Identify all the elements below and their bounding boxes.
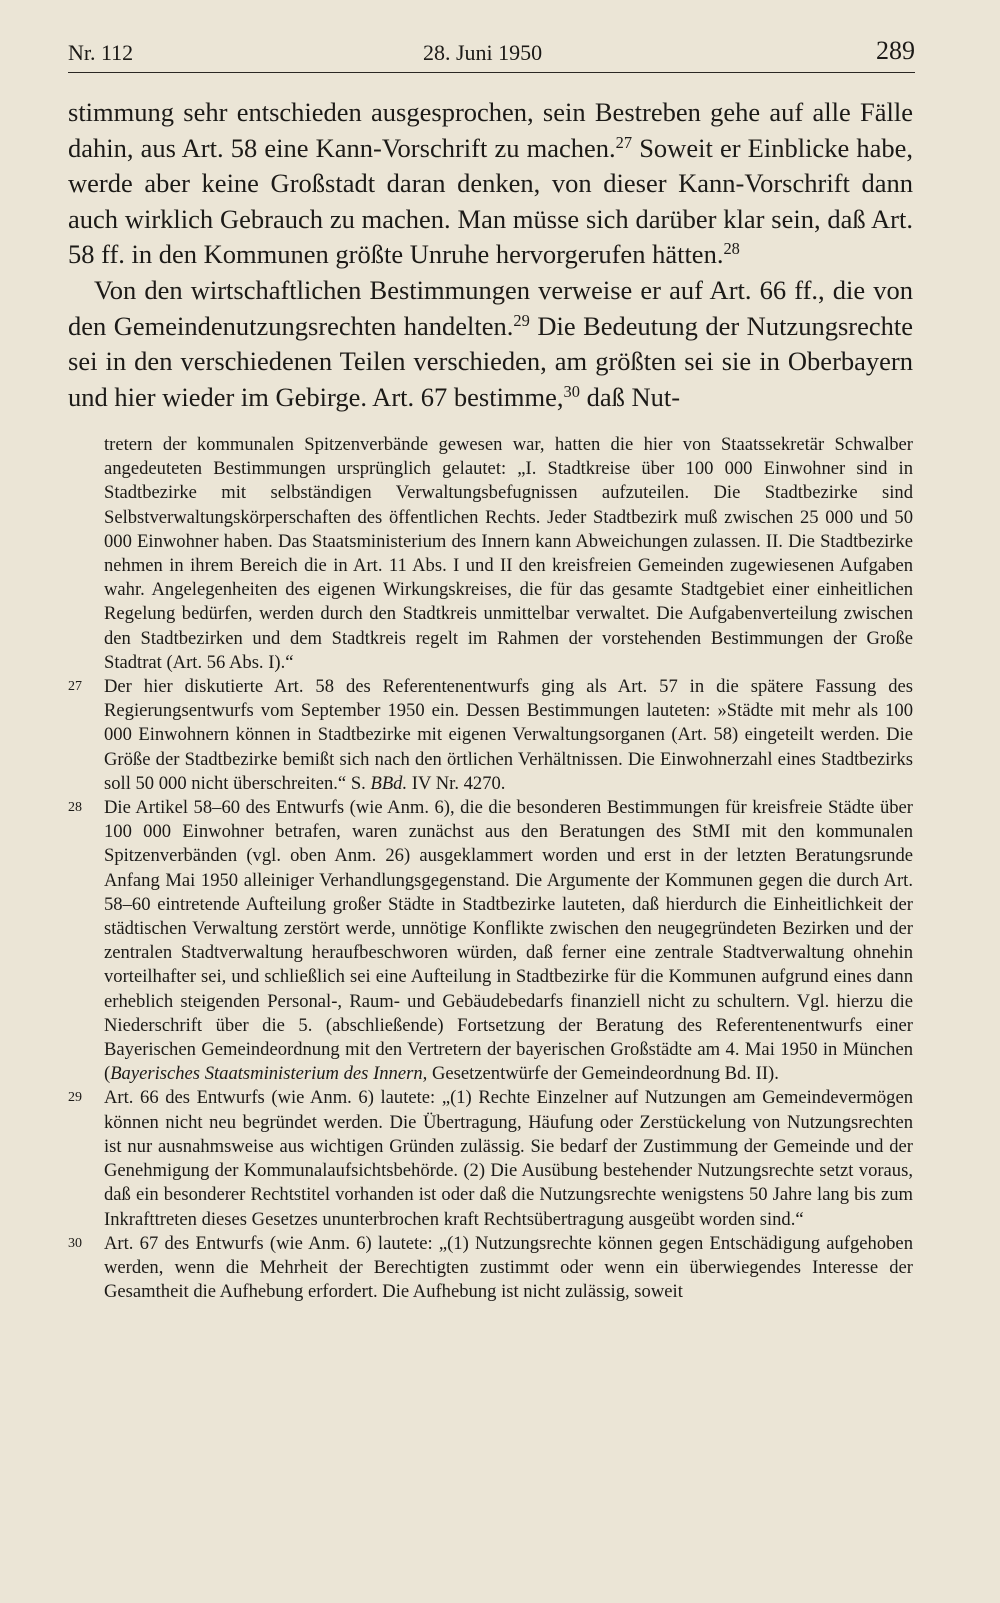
footnote-ref-29: 29 <box>513 310 530 330</box>
footnote-30 <box>68 1232 913 1305</box>
footnote-28 <box>68 796 913 1086</box>
footnote-text: tretern der kommunalen Spitzenverbände gewesen war, hatten die hier von Staatssekretär Schwalber angedeuteten Bestimmungen ursprünglich gelautet: „I. Stadtkreise über 100 000 Einwohner sind in Stadtbezirke mit selbständigen Verwaltungsbefugnissen aufzuteilen. Die Stadtbezirke sind Selbstverwaltungskörperschaften des öffentlichen Rechts. Jeder Stadtbezirk muß zwischen 25 000 und 50 000 Einwohner haben. Das Staatsministerium des Innern kann Abweichungen zulassen. II. Die Stadtbezirke nehmen in ihrem Bereich die in Art. 11 Abs. I und II den kreisfreien Gemeinden zugewiesenen Aufgaben wahr. Angelegenheiten des eigenen Wirkungskreises, die für das gesamte Stadtgebiet einer einheitlichen Regelung bedürfen, werden durch den Stadtkreis unmittelbar verwaltet. Die Aufgabenverteilung zwischen den Stadtbezirken und dem Stadtkreis regelt im Rahmen der vorstehenden Bestimmungen der Große Stadtrat (Art. 56 Abs. I).“ <box>104 434 913 673</box>
text-run: Soweit er Einblicke habe, werde aber keine Großstadt daran denken, von dieser Kann-Vorschrift dann auch wirklich Gebrauch zu machen. Man müsse sich darüber klar sein, daß Art. 58 ff. in den Kommunen größte Unruhe hervorgerufen hätten. <box>68 132 913 270</box>
footnote-text: Gesetzentwürfe der Gemeindeordnung Bd. II). <box>427 1063 779 1085</box>
footnote-text: Art. 66 des Entwurfs (wie Anm. 6) lautete: „(1) Rechte Einzelner auf Nutzungen am Gemeindevermögen können nicht neu begründet werden. Die Übertragung, Häufung oder Zerstückelung von Nutzungsrechten ist nur ausnahmsweise aus wichtigen Gründen zulässig. Sie bedarf der Zustimmung der Gemeinde und der Genehmigung der Kommunalaufsichtsbehörde. (2) Die Ausübung bestehender Nutzungsrechte setzt voraus, daß ein besonderer Rechtstitel vorhanden ist oder daß die Nutzungsrechte wenigstens 50 Jahre lang bis zum Inkrafttreten dieses Gesetzes ununterbrochen kraft Rechtsübertragung ausgeübt worden sind.“ <box>104 1087 913 1230</box>
text-run: Von den wirtschaftlichen Bestimmungen verweise er auf Art. 66 ff., die von den Gemeindenutzungsrechten handelten. <box>68 274 913 341</box>
footnote-text: IV Nr. 4270. <box>407 772 506 794</box>
footnote-29 <box>68 1086 913 1231</box>
main-text <box>68 95 913 415</box>
footnote-number: 29 <box>68 1090 82 1106</box>
document-date: 28. Juni 1950 <box>423 40 543 65</box>
footnote-italic: Bayerisches Staatsministerium des Innern, <box>110 1063 428 1085</box>
running-header <box>68 36 915 73</box>
footnote-ref-28: 28 <box>723 239 740 259</box>
text-run: daß Nut- <box>579 381 681 412</box>
footnote-number: 30 <box>68 1235 82 1251</box>
footnote-ref-27: 27 <box>615 132 633 152</box>
footnote-text: Die Artikel 58–60 des Entwurfs (wie Anm. 6), die die besonderen Bestimmungen für kreisfreie Städte über 100 000 Einwohner betrafen, waren zunächst aus den Beratungen des StMI mit den kommunalen Spitzenverbänden (vgl. oben Anm. 26) ausgeklammert worden und erst in der letzten Beratungsrunde Anfang Mai 1950 alleiniger Verhandlungsgegenstand. Die Argumente der Kommunen gegen die durch Art. 58–60 eintretende Aufteilung großer Städte in Stadtbezirke lauteten, daß hierdurch die Einheitlichkeit der städtischen Verwaltung zerstört werde, unnötige Konflikte zwischen den neugegründeten Bezirken und der zentralen Stadtverwaltung heraufbeschworen würden, daß ferner eine zentrale Stadtverwaltung ohnehin vorteilhafter sei, und schließlich sei eine Aufteilung in Stadtbezirke für die Kommunen aufgrund eines dann erheblich steigenden Personal-, Raum- und Gebäudebedarfs finanziell nicht zu schultern. Vgl. hierzu die Niederschrift über die 5. (abschließende) Fortsetzung der Beratung des Referentenentwurfs einer Bayerischen Gemeindeordnung mit den Vertretern der bayerischen Großstädte am 4. Mai 1950 in München ( <box>104 797 913 1085</box>
paragraph <box>68 95 913 273</box>
text-run: Die Bedeutung der Nutzungsrechte sei in den verschiedenen Teilen verschieden, am größten sei sie in Oberbayern und hier wieder im Gebirge. Art. 67 bestimme, <box>68 310 913 412</box>
paragraph <box>68 273 913 415</box>
footnote-27 <box>68 675 918 796</box>
footnotes <box>68 433 918 1304</box>
page-number: 289 <box>876 36 915 65</box>
footnote-number: 28 <box>68 800 82 816</box>
footnote-italic: BBd. <box>370 772 408 794</box>
text-run: stimmung sehr entschieden ausgesprochen, sein Bestreben gehe auf alle Fälle dahin, aus Art. 58 eine Kann-Vorschrift zu machen. <box>68 97 913 163</box>
footnote-text: Der hier diskutierte Art. 58 des Referentenentwurfs ging als Art. 57 in die spätere Fassung des Regierungsentwurfs vom September 1950 ein. Dessen Bestimmungen lauteten: »Städte mit mehr als 100 000 Einwohnern können in Stadtbezirke mit eigenen Verwaltungsorganen (Art. 58) eingeteilt werden. Die Größe der Stadtbezirke bemißt sich nach den örtlichen Verhältnissen. Die Einwohnerzahl eines Stadtbezirks soll 50 000 nicht überschreiten.“ S. <box>104 676 918 794</box>
footnote-ref-30: 30 <box>563 381 580 401</box>
footnote-number: 27 <box>68 679 82 695</box>
footnote-continuation <box>68 433 913 675</box>
document-number: Nr. 112 <box>68 40 134 65</box>
footnote-text: Art. 67 des Entwurfs (wie Anm. 6) lautete: „(1) Nutzungsrechte können gegen Entschädigung aufgehoben werden, wenn die Mehrheit der Berechtigten zustimmt oder wenn ein überwiegendes Interesse der Gesamtheit die Aufhebung erfordert. Die Aufhebung ist nicht zulässig, soweit <box>104 1232 913 1303</box>
